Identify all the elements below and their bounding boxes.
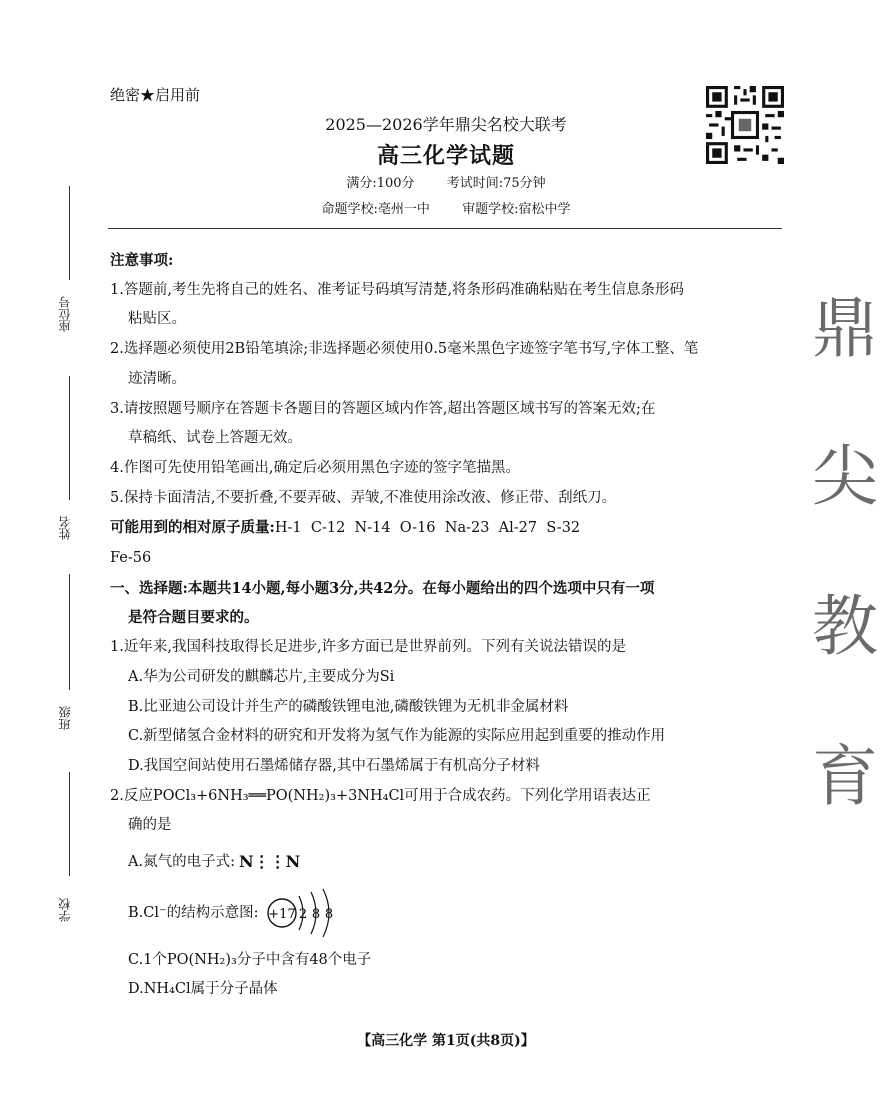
- q1-option-c: C.新型储氢合金材料的研究和开发将为氢气作为能源的实际应用起到重要的推动作用: [128, 728, 666, 745]
- binding-line: [69, 186, 70, 280]
- notice-item: 5.保持卡面清洁,不要折叠,不要弄破、弄皱,不准使用涂改液、修正带、刮纸刀。: [110, 489, 617, 506]
- name-label: 姓名: [58, 516, 72, 540]
- shell-electrons: 8: [311, 906, 320, 922]
- atomic-mass-line2: Fe-56: [110, 550, 152, 567]
- question-2-stem-cont: 确的是: [128, 817, 172, 834]
- watermark-char: 鼎: [812, 290, 878, 367]
- q1-option-b: B.比亚迪公司设计并生产的磷酸铁锂电池,磷酸铁锂为无机非金属材料: [128, 698, 569, 715]
- binding-line: [69, 772, 70, 876]
- q1-option-d: D.我国空间站使用石墨烯储存器,其中石墨烯属于有机高分子材料: [128, 757, 540, 774]
- header-divider: [108, 228, 782, 229]
- q2-option-a: [110, 847, 785, 878]
- page-footer: 【高三化学 第1页(共8页)】: [357, 1033, 535, 1049]
- q2-option-d: D.NH₄Cl属于分子晶体: [128, 981, 278, 998]
- notice-item: 4.作图可先使用铅笔画出,确定后必须用黑色字迹的签字笔描黑。: [110, 459, 520, 476]
- full-score: 满分:100分: [346, 176, 415, 191]
- notice-item: 3.请按照题号顺序在答题卡各题目的答题区域内作答,超出答题区域书写的答案无效;在: [110, 400, 656, 417]
- exam-time: 考试时间:75分钟: [446, 176, 546, 191]
- nucleus-charge: +17: [267, 906, 296, 922]
- notice-item: 1.答题前,考生先将自己的姓名、准考证号码填写清楚,将条形码准确粘贴在考生信息条形码: [110, 281, 685, 298]
- binding-line: [69, 376, 70, 500]
- question-2-stem: 2.反应POCl₃+6NH₃══PO(NH₂)₃+3NH₄Cl可用于合成农药。下列化学用语表达正: [110, 787, 651, 804]
- q2-option-a-text: A.氮气的电子式:: [128, 853, 235, 870]
- q2-option-b: [110, 886, 785, 940]
- notice-item-cont: 粘贴区。: [128, 311, 186, 328]
- electron-formula: N⋮⋮N: [238, 852, 301, 872]
- setter-school: 命题学校:亳州一中: [321, 202, 430, 217]
- notice-title: 注意事项:: [110, 252, 174, 269]
- watermark-char: 尖: [812, 438, 878, 515]
- chloride-structure-diagram: [265, 886, 343, 940]
- question-1-stem: 1.近年来,我国科技取得长足进步,许多方面已是世界前列。下列有关说法错误的是: [110, 639, 627, 656]
- notice-item-cont: 草稿纸、试卷上答题无效。: [128, 430, 302, 447]
- section-heading-cont: 是符合题目要求的。: [128, 609, 259, 627]
- q2-option-b-text: B.Cl⁻的结构示意图:: [128, 904, 259, 921]
- school-label: 学校: [58, 898, 72, 922]
- atomic-mass-label: 可能用到的相对原子质量:: [110, 519, 275, 537]
- page-title: 高三化学试题: [376, 143, 515, 169]
- atomic-mass-values: H-1 C-12 N-14 O-16 Na-23 Al-27 S-32: [274, 520, 581, 537]
- shell-electrons: 8: [324, 906, 333, 922]
- seat-label: 座位号: [58, 296, 72, 332]
- exam-content: [110, 246, 785, 1005]
- notice-item: 2.选择题必须使用2B铅笔填涂;非选择题必须使用0.5毫米黑色字迹签字笔书写,字体工整、笔: [110, 341, 699, 358]
- q2-option-c: C.1个PO(NH₂)₃分子中含有48个电子: [128, 951, 372, 968]
- q1-option-a: A.华为公司研发的麒麟芯片,主要成分为Si: [128, 668, 395, 685]
- exam-name: 2025—2026学年鼎尖名校大联考: [325, 115, 567, 134]
- secret-label: 绝密★启用前: [110, 86, 201, 104]
- notice-item-cont: 迹清晰。: [128, 370, 186, 387]
- class-label: 班级: [58, 706, 72, 730]
- atomic-mass-line: [110, 513, 785, 544]
- watermark-char: 育: [812, 738, 878, 815]
- qr-code-icon: [706, 86, 784, 164]
- watermark-char: 教: [812, 588, 878, 665]
- school-line: [0, 198, 892, 217]
- binding-margin: [34, 186, 104, 966]
- section-heading: 一、选择题:本题共14小题,每小题3分,共42分。在每小题给出的四个选项中只有一项: [110, 579, 655, 597]
- shell-electrons: 2: [298, 906, 307, 922]
- score-time-line: [0, 172, 892, 191]
- binding-line: [69, 574, 70, 690]
- reviewer-school: 审题学校:宿松中学: [462, 202, 571, 217]
